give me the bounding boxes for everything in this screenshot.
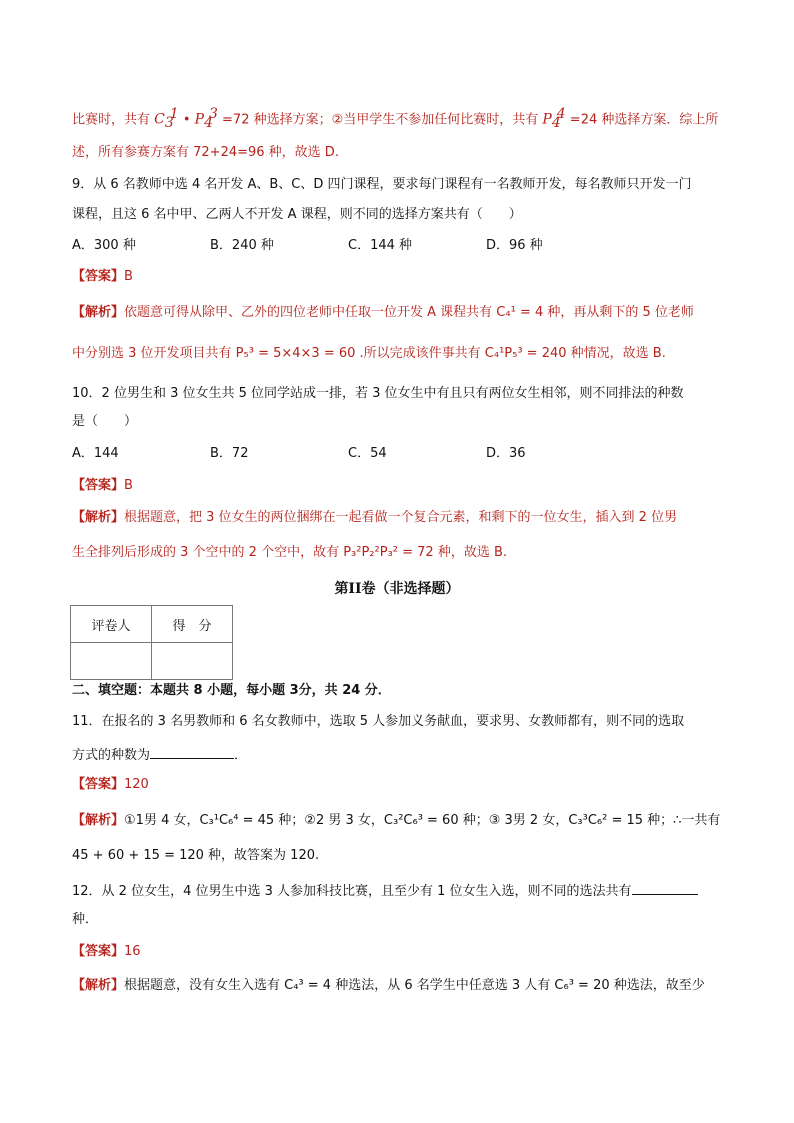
q11-analysis-line-2: 45 + 60 + 15 = 120 种，故答案为 120.: [72, 848, 320, 863]
score-table-grader-cell[interactable]: [71, 643, 152, 680]
q9-stem-line-2: 课程，且这 6 名中甲、乙两人不开发 A 课程，则不同的选择方案共有（ ）: [72, 207, 522, 222]
q9-analysis-line-2: 中分别选 3 位开发项目共有 P₅³ = 5×4×3 = 60 .所以完成该件事共有 C₄¹P₅³ = 240 种情况，故选 B.: [72, 346, 666, 361]
q9-option-c: C．144 种: [348, 238, 413, 253]
q10-stem-line-2: 是（ ）: [72, 414, 138, 429]
q9-stem-line-1: 9．从 6 名教师中选 4 名开发 A、B、C、D 四门课程，要求每门课程有一名教师开发，每名教师只开发一门: [72, 177, 692, 192]
q12-analysis-line-1: 【解析】根据题意，没有女生入选有 C₄³ = 4 种选法，从 6 名学生中任意选 3 人有 C₆³ = 20 种选法，故至少: [72, 978, 705, 993]
q11-stem-line-2: 方式的种数为 ．: [72, 744, 722, 766]
q10-analysis-line-2: 生全排列后形成的 3 个空中的 2 个空中，故有 P₃²P₂²P₃² = 72 种，故选 B.: [72, 545, 508, 560]
q9-option-d: D．96 种: [486, 238, 543, 253]
prev-solution-line-2: 述，所有参赛方案有 72+24=96 种，故选 D.: [72, 145, 339, 160]
q10-option-b: B．72: [210, 446, 249, 461]
q12-stem-line-1: 12．从 2 位女生，4 位男生中选 3 人参加科技比赛，且至少有 1 位女生入选，则不同的选法共有: [72, 880, 722, 902]
q9-options: [72, 236, 722, 256]
q10-option-c: C．54: [348, 446, 387, 461]
q11-analysis-line-1: 【解析】①1男 4 女，C₃¹C₆⁴ = 45 种；②2 男 3 女，C₃²C₆³ = 60 种；③ 3男 2 女，C₃³C₆² = 15 种；∴一共有: [72, 813, 721, 828]
q9-answer: 【答案】B: [72, 269, 133, 284]
prev-solution-line-1: 比赛时，共有 $C_3^1$ • $P_4^3 =72$ 种选择方案；②当甲学生不参加任何比赛时，共有 $P_4^4 =24$ 种选择方案．综上所: [72, 106, 719, 131]
q11-answer: 【答案】120: [72, 777, 149, 792]
q9-option-a: A．300 种: [72, 238, 136, 253]
q12-answer-blank[interactable]: [632, 880, 698, 895]
section-title: 第II卷（非选择题）: [334, 581, 460, 597]
q10-options: [72, 444, 722, 464]
score-table-score-cell[interactable]: [152, 643, 233, 680]
score-table-score-label: 得 分: [152, 606, 233, 643]
q11-answer-blank[interactable]: [150, 744, 234, 759]
q12-answer: 【答案】16: [72, 944, 141, 959]
q11-stem-line-1: 11．在报名的 3 名男教师和 6 名女教师中，选取 5 人参加义务献血，要求男、女教师都有，则不同的选取: [72, 714, 685, 729]
score-table-grader-label: 评卷人: [71, 606, 152, 643]
q10-answer: 【答案】B: [72, 478, 133, 493]
q10-analysis-line-1: 【解析】根据题意，把 3 位女生的两位捆绑在一起看做一个复合元素，和剩下的一位女生，插入到 2 位男: [72, 510, 678, 525]
q10-option-d: D．36: [486, 446, 526, 461]
q9-option-b: B．240 种: [210, 238, 274, 253]
q9-analysis-line-1: 【解析】依题意可得从除甲、乙外的四位老师中任取一位开发 A 课程共有 C₄¹ = 4 种，再从剩下的 5 位老师: [72, 305, 694, 320]
q10-option-a: A．144: [72, 446, 119, 461]
section-heading: 二、填空题：本题共 8 小题，每小题 3分，共 24 分．: [72, 683, 391, 698]
q10-stem-line-1: 10．2 位男生和 3 位女生共 5 位同学站成一排，若 3 位女生中有且只有两位女生相邻，则不同排法的种数: [72, 386, 684, 401]
score-table: [70, 605, 233, 680]
q12-stem-line-2: 种．: [72, 912, 99, 927]
